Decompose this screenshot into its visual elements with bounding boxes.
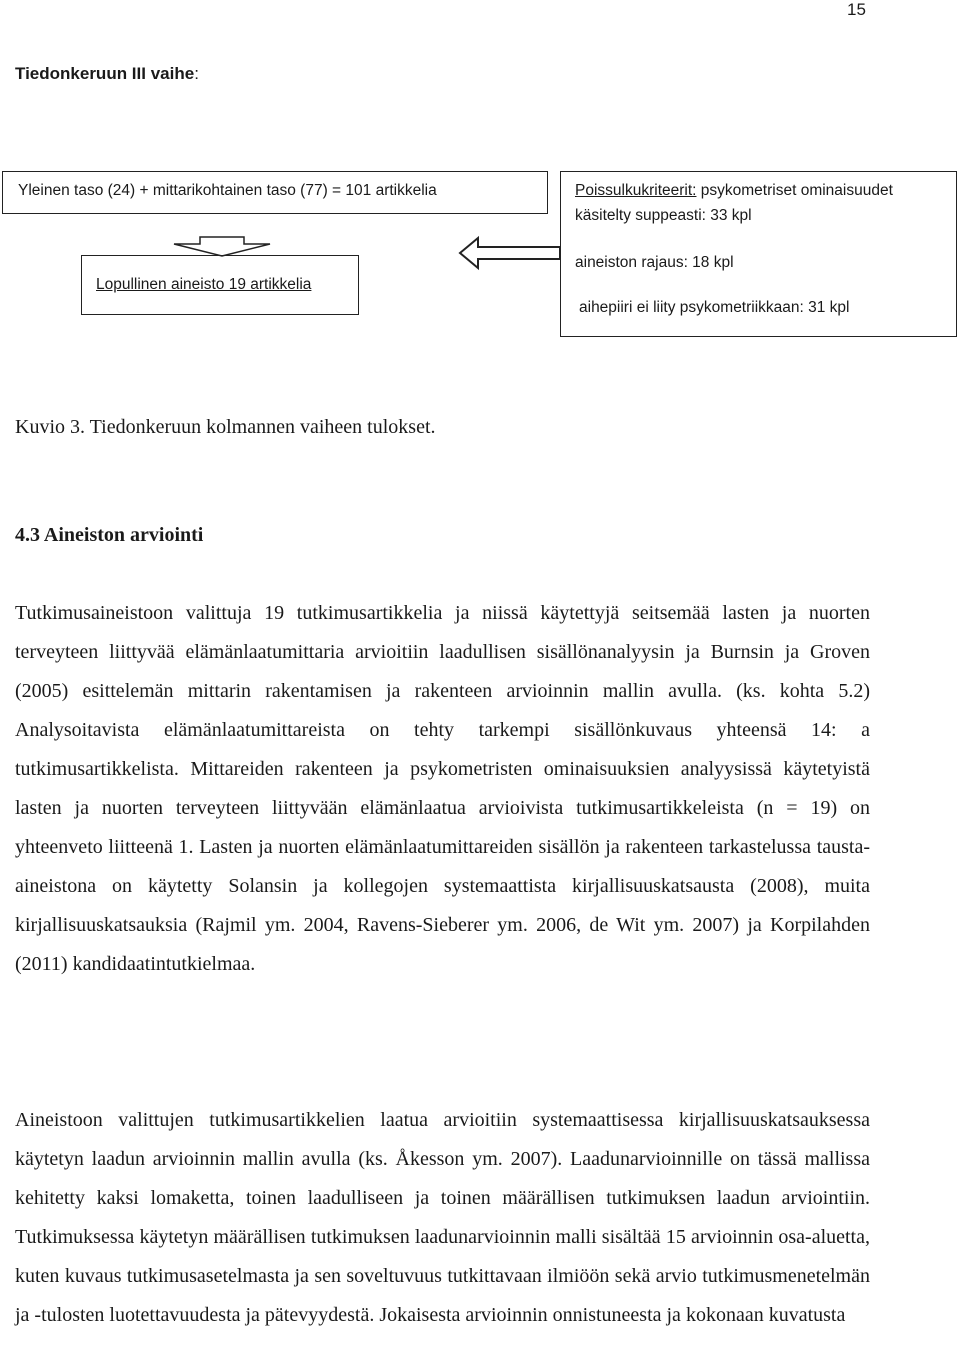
exclusion-criteria-box xyxy=(560,171,957,337)
paragraph-1: Tutkimusaineistoon valittuja 19 tutkimusartikkelia ja niissä käytettyjä seitsemää lasten ja nuorten terveyteen liittyvää elämänlaatumittaria arvioitiin laadullisen sisällönanalyysin ja Burnsin ja Groven (2005) esittelemän mittarin rakentamisen ja rakenteen arvioinnin mallin avulla. (ks. kohta 5.2) Analysoitavista elämänlaatumittareista on tehty tarkempi sisällönkuvaus yhteensä 14: a tutkimusartikkelista. Mittareiden rakenteen ja psykometristen ominaisuuksien analyysissä käytetyistä lasten ja nuorten terveyteen liittyvään elämänlaatua arvioivista tutkimusartikkeleista (n = 19) on yhteenveto liitteenä 1. Lasten ja nuorten elämänlaatumittareiden sisällön ja rakenteen tarkastelussa tausta-aineistona on käytetty Solansin ja kollegojen systemaattista kirjallisuuskatsausta (2008), muita kirjallisuuskatsauksia (Rajmil ym. 2004, Ravens-Sieberer ym. 2006, de Wit ym. 2007) ja Korpilahden (2011) kandidaatintutkielmaa. xyxy=(15,602,870,975)
total-articles-text: Yleinen taso (24) + mittarikohtainen taso (77) = 101 artikkelia xyxy=(18,182,437,199)
page-number: 15 xyxy=(847,0,866,19)
total-articles-box xyxy=(2,171,548,214)
exclusion-line-3: aineiston rajaus: 18 kpl xyxy=(575,254,734,271)
final-material-text: Lopullinen aineisto 19 artikkelia xyxy=(96,276,312,293)
phase-heading-label: Tiedonkeruun III vaihe xyxy=(15,64,195,83)
exclusion-title-rest: psykometriset ominaisuudet xyxy=(696,182,893,199)
final-material-box xyxy=(81,255,359,315)
left-arrow-icon xyxy=(458,236,562,270)
phase-heading xyxy=(15,64,199,84)
phase-heading-suffix: : xyxy=(194,64,199,83)
exclusion-line-1 xyxy=(575,182,893,200)
paragraph-2: Aineistoon valittujen tutkimusartikkelien laatua arvioitiin systemaattisessa kirjallisuuskatsauksessa käytetyn laadun arvioinnin mallin avulla (ks. Åkesson ym. 2007). Laadunarvioinnille on tässä mallissa kehitetty kaksi lomaketta, toinen laadulliseen ja toinen määrällisen tutkimuksen laadun arviointiin. Tutkimuksessa käytetyn määrällisen tutkimuksen laadunarvioinnin malli sisältää 15 arvioinnin osa-aluetta, kuten kuvaus tutkimusasetelmasta ja sen soveltuvuus tutkittavaan ilmiöön sekä arvio tutkimusmenetelmän ja -tulosten luotettavuudesta ja pätevyydestä. Jokaisesta arvioinnin onnistuneesta ja kokonaan kuvatusta xyxy=(15,1109,870,1326)
section-title: 4.3 Aineiston arviointi xyxy=(15,524,204,546)
exclusion-title: Poissulkukriteerit: xyxy=(575,182,697,199)
figure-caption: Kuvio 3. Tiedonkeruun kolmannen vaiheen tulokset. xyxy=(15,416,436,438)
exclusion-line-4: aihepiiri ei liity psykometriikkaan: 31 kpl xyxy=(579,299,850,316)
exclusion-line-2: käsitelty suppeasti: 33 kpl xyxy=(575,207,752,224)
